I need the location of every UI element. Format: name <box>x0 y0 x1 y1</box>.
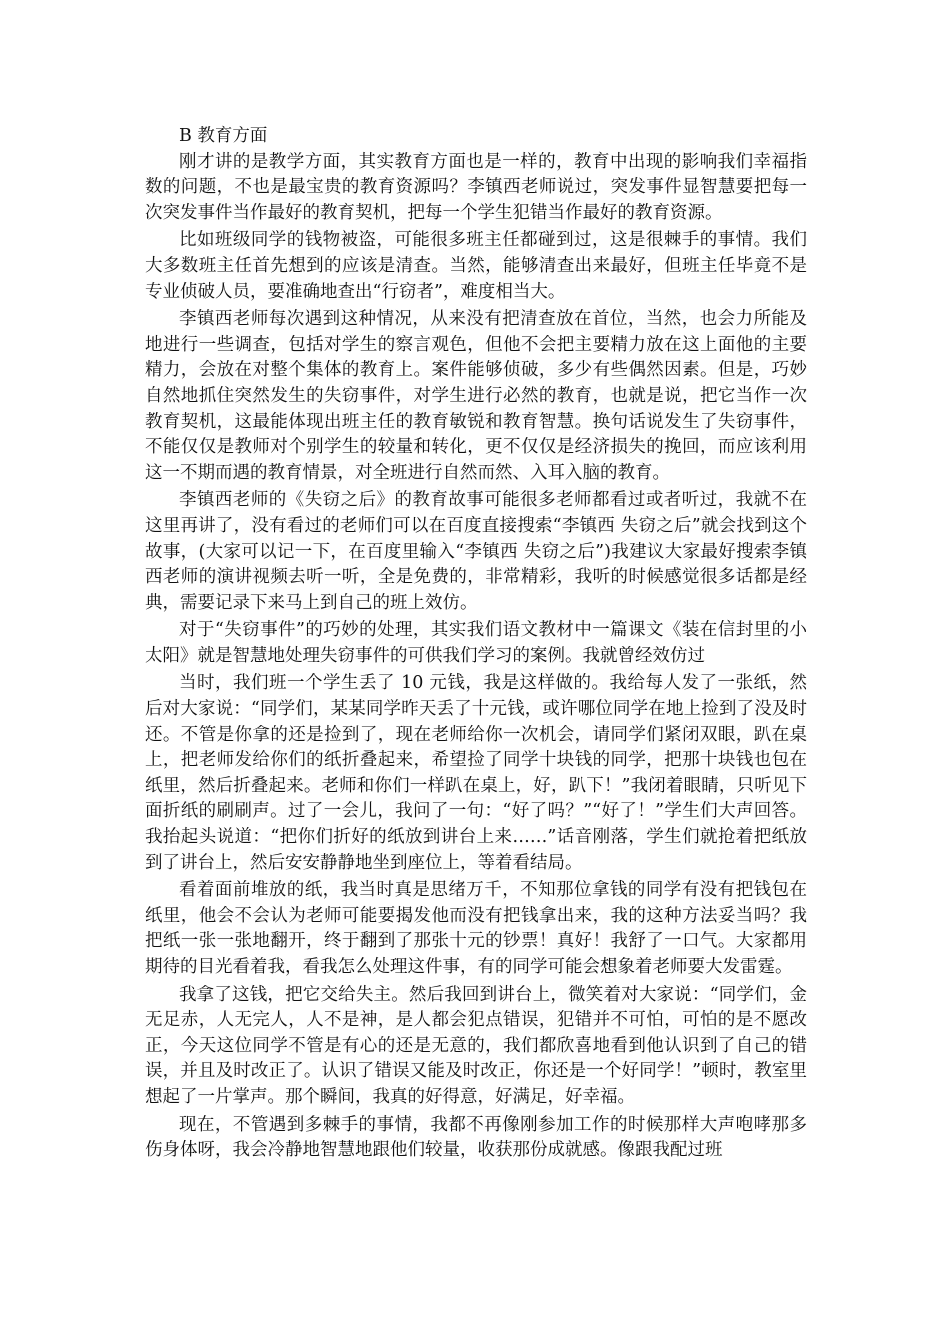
paragraph: 看着面前堆放的纸，我当时真是思绪万千，不知那位拿钱的同学有没有把钱包在纸里，他会不会认为老师可能要揭发他而没有把钱拿出来，我的这种方法妥当吗？我把纸一张一张地翻开，终于翻到了那张十元的钞票！真好！我舒了一口气。大家都用期待的目光看着我，看我怎么处理这件事，有的同学可能会想象着老师要大发雷霆。 <box>145 880 807 977</box>
paragraph: 李镇西老师的《失窃之后》的教育故事可能很多老师都看过或者听过，我就不在这里再讲了，没有看过的老师们可以在百度直接搜索“李镇西 失窃之后”就会找到这个故事，(大家可以记一下，在百度里输入“李镇西 失窃之后”)我建议大家最好搜索李镇西老师的演讲视频去听一听，全是免费的，非常精彩，我听的时候感觉很多话都是经典，需要记录下来马上到自己的班上效仿。 <box>145 490 807 613</box>
section-heading: B 教育方面 <box>179 126 268 146</box>
paragraph: 现在，不管遇到多棘手的事情，我都不再像刚参加工作的时候那样大声咆哮那多伤身体呀，我会冷静地智慧地跟他们较量，收获那份成就感。像跟我配过班 <box>145 1114 807 1161</box>
paragraph: 对于“失窃事件”的巧妙的处理，其实我们语文教材中一篇课文《装在信封里的小太阳》就是智慧地处理失窃事件的可供我们学习的案例。我就曾经效仿过 <box>145 620 807 666</box>
paragraph: 刚才讲的是教学方面，其实教育方面也是一样的，教育中出现的影响我们幸福指数的问题，不也是最宝贵的教育资源吗？李镇西老师说过，突发事件显智慧要把每一次突发事件当作最好的教育契机，把每一个学生犯错当作最好的教育资源。 <box>145 151 807 223</box>
paragraph: 李镇西老师每次遇到这种情况，从来没有把清查放在首位，当然，也会力所能及地进行一些调查，包括对学生的察言观色，但他不会把主要精力放在这上面他的主要精力，会放在对整个集体的教育上。案件能够侦破，多少有些偶然因素。但是，巧妙自然地抓住突然发生的失窃事件，对学生进行必然的教育，也就是说，把它当作一次教育契机，这最能体现出班主任的教育敏锐和教育智慧。换句话说发生了失窃事件，不能仅仅是教师对个别学生的较量和转化，更不仅仅是经济损失的挽回，而应该利用这一不期而遇的教育情景，对全班进行自然而然、入耳入脑的教育。 <box>145 309 807 483</box>
paragraph: 比如班级同学的钱物被盗，可能很多班主任都碰到过，这是很棘手的事情。我们大多数班主任首先想到的应该是清查。当然，能够清查出来最好，但班主任毕竟不是专业侦破人员，要准确地查出“行窃者”，难度相当大。 <box>145 230 807 302</box>
paragraph: 我拿了这钱，把它交给失主。然后我回到讲台上，微笑着对大家说：“同学们，金无足赤，人无完人，人不是神，是人都会犯点错误，犯错并不可怕，可怕的是不愿改正，今天这位同学不管是有心的还是无意的，我们都欣喜地看到他认识到了自己的错误，并且及时改正了。认识了错误又能及时改正，你还是一个好同学！”顿时，教室里想起了一片掌声。那个瞬间，我真的好得意，好满足，好幸福。 <box>145 984 807 1107</box>
document-page <box>145 124 807 1166</box>
paragraph: 当时，我们班一个学生丢了 10 元钱，我是这样做的。我给每人发了一张纸，然后对大家说：“同学们，某某同学昨天丢了十元钱，或许哪位同学在地上捡到了没及时还。不管是你拿的还是捡到了，现在老师给你一次机会，请同学们紧闭双眼，趴在桌上，把老师发给你们的纸折叠起来，希望捡了同学十块钱的同学，把那十块钱也包在纸里，然后折叠起来。老师和你们一样趴在桌上，好，趴下！”我闭着眼睛，只听见下面折纸的刷刷声。过了一会儿，我问了一句：“好了吗？”“好了！”学生们大声回答。我抬起头说道：“把你们折好的纸放到讲台上来……”话音刚落，学生们就抢着把纸放到了讲台上，然后安安静静地坐到座位上，等着看结局。 <box>145 673 807 873</box>
